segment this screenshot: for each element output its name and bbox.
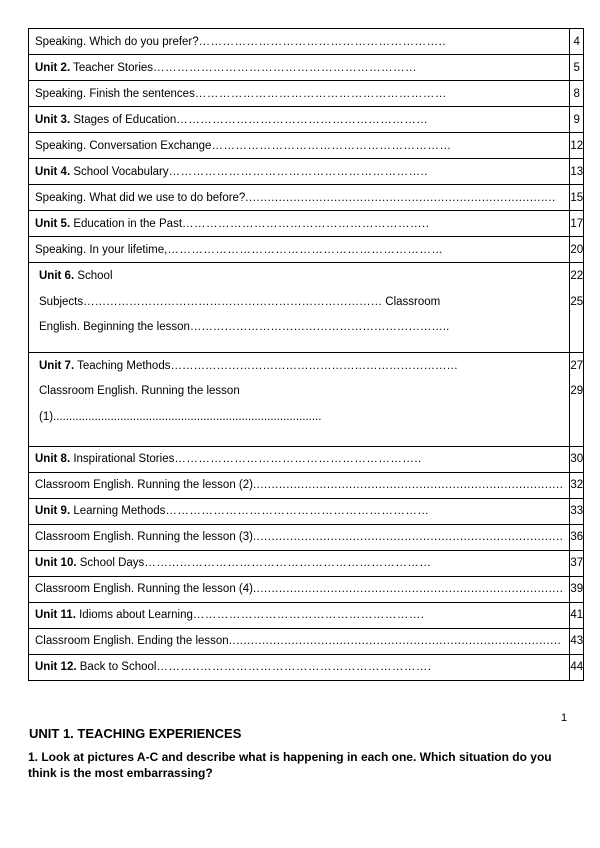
toc-row: Classroom English. Running the lesson (3).................................................................................... 36 xyxy=(29,524,584,550)
toc-page-number: 4 xyxy=(570,29,584,55)
toc-page-number: 22 25 xyxy=(570,263,584,353)
toc-page-number: 41 xyxy=(570,602,584,628)
toc-row: Unit 12. Back to School………..…………………………………………………. 44 xyxy=(29,654,584,680)
toc-row: Unit 10. School Days……...……………………………………………………… 37 xyxy=(29,550,584,576)
toc-page-number: 37 xyxy=(570,550,584,576)
toc-row-unit-6: Unit 6. School Subjects…………………………………………………………………… Classroom English. Beginning the lesson………………………………………………………….. 22 25 xyxy=(29,263,584,353)
toc-row: Unit 8. Inspirational Stories…………………………………………………….. 30 xyxy=(29,446,584,472)
toc-row: Speaking. In your lifetime,…………………………………………………………… 20 xyxy=(29,237,584,263)
toc-page-number: 32 xyxy=(570,472,584,498)
toc-page-number: 12 xyxy=(570,133,584,159)
page-number: 1 xyxy=(561,712,568,724)
toc-row: Speaking. What did we use to do before?.................................................................................... 15 xyxy=(29,185,584,211)
toc-page-number: 27 29 xyxy=(570,352,584,446)
toc-row: Unit 9. Learning Methods………………………………………………………… 33 xyxy=(29,498,584,524)
toc-row: Unit 4. School Vocabulary……………………………………………………….. 13 xyxy=(29,159,584,185)
toc-row: Speaking. Finish the sentences……………………………………………………… 8 xyxy=(29,81,584,107)
toc-page-number: 5 xyxy=(570,55,584,81)
toc-page-number: 13 xyxy=(570,159,584,185)
toc-page-number: 9 xyxy=(570,107,584,133)
toc-page-number: 8 xyxy=(570,81,584,107)
toc-page-number: 36 xyxy=(570,524,584,550)
toc-page-number: 30 xyxy=(570,446,584,472)
toc-page-number: 44 xyxy=(570,654,584,680)
toc-row-unit-7: Unit 7. Teaching Methods………………………………………………………………… Classroom English. Running the lesson (1).................................................................................... 27 29 xyxy=(29,352,584,446)
table-of-contents xyxy=(28,28,584,681)
toc-row: Classroom English. Running the lesson (4).................................................................................... 39 xyxy=(29,576,584,602)
toc-row: Classroom English. Ending the lesson.......................................................................................... 43 xyxy=(29,628,584,654)
toc-row: Unit 2. Teacher Stories………………………………………………………… 5 xyxy=(29,55,584,81)
toc-page-number: 15 xyxy=(570,185,584,211)
toc-page-number: 20 xyxy=(570,237,584,263)
toc-row: Unit 3. Stages of Education……………………………………………………… 9 xyxy=(29,107,584,133)
unit-heading: UNIT 1. TEACHING EXPERIENCES xyxy=(29,726,242,741)
toc-row: Classroom English. Running the lesson (2).................................................................................... 32 xyxy=(29,472,584,498)
task-instruction: 1. Look at pictures A-C and describe what is happening in each one. Which situation do you think is the most embarrassing? xyxy=(28,750,552,780)
toc-row: Unit 11. Idioms about Learning…………………………………………………. 41 xyxy=(29,602,584,628)
toc-page-number: 17 xyxy=(570,211,584,237)
toc-page-number: 43 xyxy=(570,628,584,654)
toc-page-number: 39 xyxy=(570,576,584,602)
toc-row: Unit 5. Education in the Past…………………………………………………….. 17 xyxy=(29,211,584,237)
toc-row: Speaking. Conversation Exchange…………………………………………………… 12 xyxy=(29,133,584,159)
toc-page-number: 33 xyxy=(570,498,584,524)
toc-row: Speaking. Which do you prefer?…………………………………………………….. 4 xyxy=(29,29,584,55)
